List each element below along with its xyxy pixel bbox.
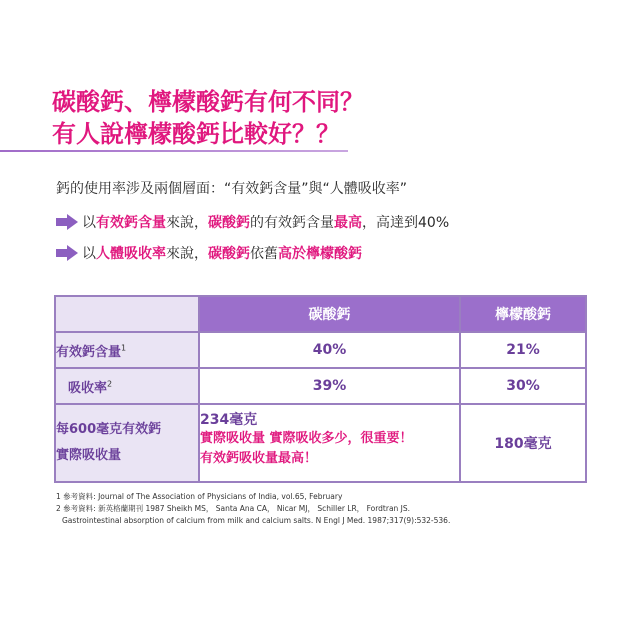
table-row (55, 368, 586, 404)
row-label-absorption (55, 368, 199, 404)
point1-c: 來說， (166, 215, 208, 231)
point2-a: 以 (82, 246, 96, 262)
row-label-line1: 每600毫克有效鈣 (56, 422, 162, 437)
reference-2-continued: Gastrointestinal absorption of calcium from milk and calcium salts. N Engl J Med. 1987;317(9):532-536. (62, 516, 451, 525)
point1-g: ，高達到40% (362, 215, 450, 231)
point1-b: 有效鈣含量 (96, 215, 166, 231)
row-label-line2: 實際吸收量 (56, 448, 122, 463)
header-calcium-carbonate: 碳酸鈣 (199, 296, 460, 332)
header-calcium-citrate: 檸檬酸鈣 (460, 296, 586, 332)
row-label-actual-absorption (55, 404, 199, 482)
table-row (55, 404, 586, 482)
point2-f: 高於檸檬酸鈣 (278, 246, 362, 262)
point1-f: 最高 (334, 215, 362, 231)
title-line-2: 有人說檸檬酸鈣比較好？？ (52, 120, 340, 148)
point-absorption-rate (56, 243, 362, 263)
page-title (52, 86, 364, 150)
cell-citrate-effective: 21% (460, 332, 586, 368)
point2-b: 人體吸收率 (96, 246, 166, 262)
point2-d: 碳酸鈣 (208, 246, 250, 262)
table-row (55, 332, 586, 368)
point1-d: 碳酸鈣 (208, 215, 250, 231)
point1-e: 的有效鈣含量 (250, 215, 334, 231)
reference-1: 1 參考資料: Journal of The Association of Physicians of India, vol.65, February (56, 492, 343, 501)
header-blank-cell (55, 296, 199, 332)
cell-citrate-actual: 180毫克 (460, 404, 586, 482)
cell-carbonate-effective: 40% (199, 332, 460, 368)
arrow-right-icon (56, 245, 78, 261)
carbonate-note-1: 實際吸收量 實際吸收多少，很重要！ (200, 431, 413, 446)
carbonate-note-2: 有效鈣吸收量最高！ (200, 451, 318, 466)
carbonate-actual-value: 234毫克 (200, 412, 258, 428)
reference-2: 2 參考資料: 新英格蘭期刊 1987 Sheikh MS， Santa Ana CA， Nicar MJ， Schiller LR， Fordtran JS. (56, 504, 411, 513)
cell-citrate-absorption: 30% (460, 368, 586, 404)
table-header-row (55, 296, 586, 332)
intro-text: 鈣的使用率涉及兩個層面：“有效鈣含量”與“人體吸收率” (56, 181, 408, 197)
references (56, 491, 450, 527)
point-effective-calcium (56, 212, 449, 232)
title-divider (0, 150, 348, 152)
point1-a: 以 (82, 215, 96, 231)
cell-carbonate-absorption: 39% (199, 368, 460, 404)
point2-e: 依舊 (250, 246, 278, 262)
arrow-right-icon (56, 214, 78, 230)
footnote-marker: 1 (121, 343, 127, 353)
point2-c: 來說， (166, 246, 208, 262)
cell-carbonate-actual (199, 404, 460, 482)
title-line-1: 碳酸鈣、檸檬酸鈣有何不同？ (52, 88, 364, 116)
footnote-marker: 2 (107, 379, 113, 389)
row-label-text: 有效鈣含量 (56, 344, 122, 360)
row-label-effective-calcium (55, 332, 199, 368)
comparison-table (54, 295, 587, 483)
row-label-text: 吸收率 (68, 380, 108, 396)
